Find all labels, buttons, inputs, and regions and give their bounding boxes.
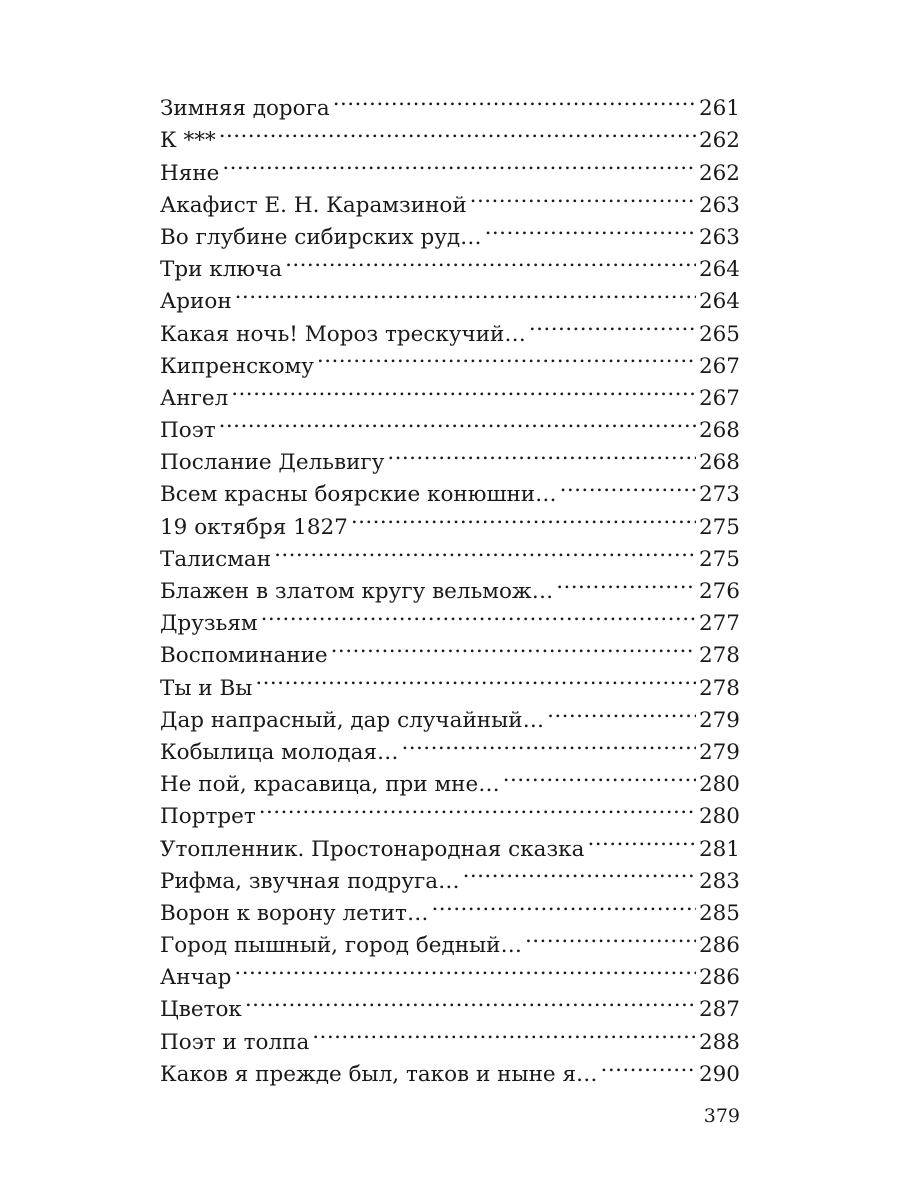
- toc-entry-title: Ангел: [160, 385, 229, 411]
- dot-leader: [402, 727, 696, 759]
- toc-entry-page: 262: [698, 160, 740, 186]
- dot-leader: [245, 984, 696, 1016]
- toc-entry-page: 279: [698, 707, 740, 733]
- dot-leader: [219, 405, 696, 437]
- toc-entry: [160, 180, 740, 218]
- toc-entry-page: 280: [698, 772, 740, 798]
- toc-entry: [160, 147, 740, 186]
- toc-entry-title: Три ключа: [160, 257, 283, 283]
- toc-entry-page: 283: [698, 868, 740, 894]
- dot-leader: [235, 276, 696, 308]
- toc-entry-title: Утопленник. Простонародная сказка: [160, 836, 585, 862]
- toc-entry-page: 275: [698, 546, 740, 572]
- dot-leader: [529, 308, 696, 340]
- dot-leader: [255, 662, 696, 694]
- toc-entry-page: 262: [698, 128, 740, 154]
- toc-entry-title: Поэт: [160, 418, 216, 444]
- dot-leader: [431, 888, 695, 920]
- toc-entry: [160, 373, 740, 411]
- dot-leader: [261, 598, 696, 630]
- dot-leader: [601, 1049, 696, 1081]
- toc-entry-title: Ты и Вы: [160, 675, 253, 701]
- toc-entry-title: К ***: [160, 128, 216, 154]
- dot-leader: [560, 469, 696, 501]
- dot-leader: [587, 823, 696, 855]
- toc-entry-page: 263: [698, 192, 740, 218]
- toc-entry-title: Цветок: [160, 997, 242, 1023]
- toc-entry-page: 287: [698, 997, 740, 1023]
- dot-leader: [333, 83, 696, 115]
- toc-entry-title: Рифма, звучная подруга…: [160, 868, 460, 894]
- toc-entry-page: 267: [698, 353, 740, 379]
- toc-entry-page: 267: [698, 385, 740, 411]
- toc-entry-title: Зимняя дорога: [160, 96, 330, 122]
- toc-entry-page: 286: [698, 965, 740, 991]
- dot-leader: [547, 695, 696, 727]
- toc-entry-title: Портрет: [160, 804, 256, 830]
- toc-entry-page: 277: [698, 611, 740, 637]
- dot-leader: [312, 1016, 696, 1048]
- toc-entry-page: 264: [698, 257, 740, 283]
- toc-entry-title: Воспоминание: [160, 643, 328, 669]
- toc-entry: [160, 405, 740, 444]
- dot-leader: [259, 791, 696, 823]
- dot-leader: [317, 341, 696, 373]
- toc-entry: [160, 276, 740, 315]
- toc-entry-title: Кобылица молодая…: [160, 739, 399, 765]
- dot-leader: [525, 920, 696, 952]
- toc-entry-page: 261: [698, 96, 740, 122]
- toc-entry-title: Не пой, красавица, при мне…: [160, 772, 500, 798]
- toc-entry: [160, 308, 740, 347]
- toc-entry-page: 288: [698, 1029, 740, 1055]
- toc-entry-title: Город пышный, город бедный…: [160, 933, 522, 959]
- toc-entry-title: Блажен в златом кругу вельмож…: [160, 579, 554, 604]
- dot-leader: [231, 373, 696, 405]
- toc-entry-title: Кипренскому: [160, 353, 314, 379]
- dot-leader: [274, 534, 696, 566]
- toc-entry-page: 278: [698, 643, 740, 669]
- toc-entry: [160, 1016, 740, 1055]
- toc-entry-page: 276: [698, 579, 740, 604]
- toc-entry: [160, 83, 740, 122]
- toc-entry-title: Всем красны боярские конюшни…: [160, 482, 557, 508]
- dot-leader: [234, 952, 696, 984]
- toc-entry-page: 264: [698, 289, 740, 315]
- dot-leader: [463, 856, 696, 888]
- dot-leader: [485, 212, 696, 244]
- toc-entry-page: 278: [698, 675, 740, 701]
- toc-entry-page: 273: [698, 482, 740, 508]
- toc-entry-page: 275: [698, 514, 740, 540]
- toc-entry-title: Ворон к ворону летит…: [160, 900, 429, 926]
- toc-entry-title: Какая ночь! Мороз трескучий…: [160, 321, 526, 347]
- toc-entry-title: Друзьям: [160, 611, 258, 637]
- toc-entry-page: 279: [698, 739, 740, 765]
- page-number: 379: [703, 1105, 740, 1127]
- dot-leader: [331, 630, 696, 662]
- dot-leader: [470, 180, 696, 212]
- toc-entry-page: 263: [698, 224, 740, 250]
- toc-entry-title: Послание Дельвигу: [160, 450, 385, 476]
- toc-entry: [160, 437, 740, 476]
- toc-entry-title: Арион: [160, 289, 232, 315]
- toc-entry-page: 285: [698, 900, 740, 926]
- toc-entry-title: Дар напрасный, дар случайный…: [160, 707, 545, 733]
- toc-entry-title: Поэт и толпа: [160, 1029, 310, 1055]
- toc-entry-page: 290: [698, 1061, 740, 1087]
- dot-leader: [222, 147, 696, 179]
- toc-entry-title: Во глубине сибирских руд…: [160, 224, 482, 250]
- toc-entry-page: 265: [698, 321, 740, 347]
- toc-entry-title: Талисман: [160, 546, 272, 572]
- toc-entry-page: 281: [698, 836, 740, 862]
- dot-leader: [387, 437, 696, 469]
- toc-entry: [160, 952, 740, 991]
- dot-leader: [219, 115, 696, 147]
- toc-entry-title: Акафист Е. Н. Карамзиной: [160, 192, 467, 218]
- toc-entry-page: 268: [698, 418, 740, 444]
- toc-entry-title: 19 октября 1827: [160, 514, 348, 540]
- toc-entry-page: 268: [698, 450, 740, 476]
- toc-entry-title: Няне: [160, 160, 220, 186]
- toc-entry-page: 286: [698, 933, 740, 959]
- toc-entry: [160, 984, 740, 1023]
- toc-entry-title: Анчар: [160, 965, 232, 991]
- dot-leader: [556, 566, 696, 598]
- dot-leader: [285, 244, 696, 276]
- table-of-contents: [160, 83, 740, 1087]
- toc-entry-page: 280: [698, 804, 740, 830]
- toc-entry-title: Каков я прежде был, таков и ныне я…: [160, 1061, 598, 1087]
- toc-entry: [160, 115, 740, 154]
- dot-leader: [351, 501, 696, 533]
- dot-leader: [503, 759, 696, 791]
